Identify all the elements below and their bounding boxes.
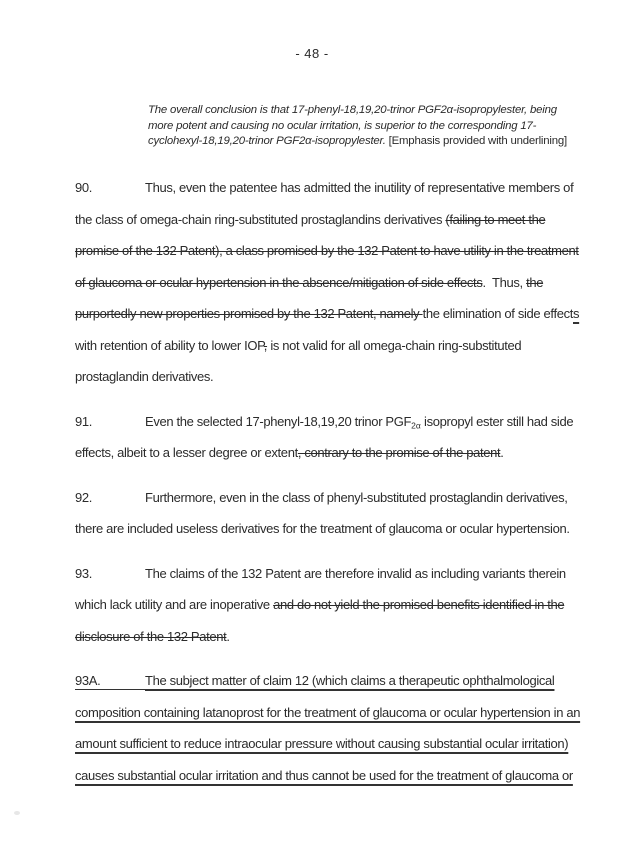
body-text-segment: The subject matter of claim 12 (which claims a therapeutic ophthalmological bbox=[145, 673, 555, 688]
body-text-segment: effects, albeit to a lesser degree or extent bbox=[75, 445, 298, 460]
paragraph-number: 90. bbox=[75, 180, 93, 195]
text-line bbox=[75, 235, 595, 267]
text-line bbox=[75, 665, 595, 697]
paragraph-number: 91. bbox=[75, 413, 93, 429]
text-line bbox=[75, 558, 595, 590]
body-text-segment: The claims of the 132 Patent are therefore invalid as including variants therein bbox=[145, 565, 566, 581]
text-line bbox=[75, 482, 595, 514]
body-text-segment: Thus, even the patentee has admitted the inutility of representative members of bbox=[145, 180, 574, 195]
document-body bbox=[75, 172, 595, 804]
body-text-segment: there are included useless derivatives for the treatment of glaucoma or ocular hypertension. bbox=[75, 521, 570, 536]
body-text-segment: promise of the 132 Patent), a class promised by the 132 Patent to have utility in the treatment bbox=[75, 243, 579, 258]
body-text-segment: s bbox=[573, 306, 580, 321]
body-text-segment: isopropyl ester still had side bbox=[420, 413, 574, 429]
body-text-segment: which lack utility and are inoperative bbox=[75, 597, 274, 612]
text-line bbox=[75, 172, 595, 204]
quote-line bbox=[148, 134, 568, 150]
body-text-segment: , bbox=[263, 337, 268, 353]
paragraph-number: 93. bbox=[75, 565, 93, 581]
text-line bbox=[75, 267, 595, 299]
body-text-segment: . Thus, bbox=[482, 274, 527, 290]
body-text-segment: purportedly new properties promised by the 132 Patent, namely bbox=[75, 306, 423, 321]
page-number: - 48 - bbox=[295, 46, 329, 61]
quote-text-segment: more potent and causing no ocular irritation, is superior to the corresponding 17- bbox=[148, 119, 537, 132]
body-text-segment: of glaucoma or ocular hypertension in the absence/mitigation of side effects bbox=[75, 274, 483, 290]
body-text-segment: disclosure of the 132 Patent bbox=[75, 628, 227, 644]
paragraph-91 bbox=[75, 406, 595, 469]
paragraph-number: 93A. bbox=[75, 672, 145, 690]
quote-text-segment: The overall conclusion is that 17-phenyl-18,19,20-trinor PGF2α-isopropylester, being bbox=[148, 104, 557, 116]
body-text-segment: . bbox=[500, 445, 504, 460]
quote-text-segment: cyclohexyl-18,19,20-trinor PGF2α-isopropylester. bbox=[148, 135, 386, 147]
text-line bbox=[75, 330, 595, 362]
body-text-segment: prostaglandin derivatives. bbox=[75, 369, 214, 384]
body-text-segment: 2α bbox=[411, 419, 421, 430]
paragraph-93 bbox=[75, 558, 595, 653]
paragraph-92 bbox=[75, 482, 595, 545]
body-text-segment: Even the selected 17-phenyl-18,19,20 trinor PGF bbox=[145, 413, 412, 429]
text-line bbox=[75, 406, 595, 438]
text-line bbox=[75, 728, 595, 760]
body-text-segment: is not valid for all omega-chain ring-substituted bbox=[267, 337, 522, 353]
body-text-segment: and do not yield the promised benefits identified in the bbox=[273, 597, 565, 612]
body-text-segment: the bbox=[526, 274, 544, 290]
quote-line bbox=[148, 103, 568, 119]
block-quote bbox=[148, 103, 568, 150]
quote-text-segment: [Emphasis provided with underlining] bbox=[385, 135, 567, 147]
scan-artifact bbox=[14, 811, 20, 815]
text-line bbox=[75, 437, 595, 469]
body-text-segment: the elimination of side effect bbox=[422, 306, 573, 321]
text-line bbox=[75, 361, 595, 393]
text-line bbox=[75, 760, 595, 792]
body-text-segment: . bbox=[226, 628, 230, 644]
body-text-segment: , contrary to the promise of the patent bbox=[297, 445, 501, 460]
body-text-segment: with retention of ability to lower IOP bbox=[75, 337, 264, 353]
quote-line bbox=[148, 119, 568, 135]
body-text-segment: (failing to meet the bbox=[445, 211, 546, 227]
body-text-segment: causes substantial ocular irritation and thus cannot be used for the treatment of glaucoma or bbox=[75, 767, 573, 783]
body-text-segment: amount sufficient to reduce intraocular pressure without causing substantial ocular irritation) bbox=[75, 736, 569, 751]
body-text-segment: composition containing latanoprost for the treatment of glaucoma or ocular hypertension in an bbox=[75, 704, 581, 720]
text-line bbox=[75, 204, 595, 236]
body-text-segment: Furthermore, even in the class of phenyl-substituted prostaglandin derivatives, bbox=[145, 489, 568, 505]
text-line bbox=[75, 697, 595, 729]
text-line bbox=[75, 298, 595, 330]
paragraph-90 bbox=[75, 172, 595, 393]
text-line bbox=[75, 621, 595, 653]
text-line bbox=[75, 589, 595, 621]
text-line bbox=[75, 513, 595, 545]
paragraph-number: 92. bbox=[75, 489, 93, 505]
body-text-segment: the class of omega-chain ring-substituted prostaglandins derivatives bbox=[75, 211, 446, 227]
paragraph-93a bbox=[75, 665, 595, 791]
